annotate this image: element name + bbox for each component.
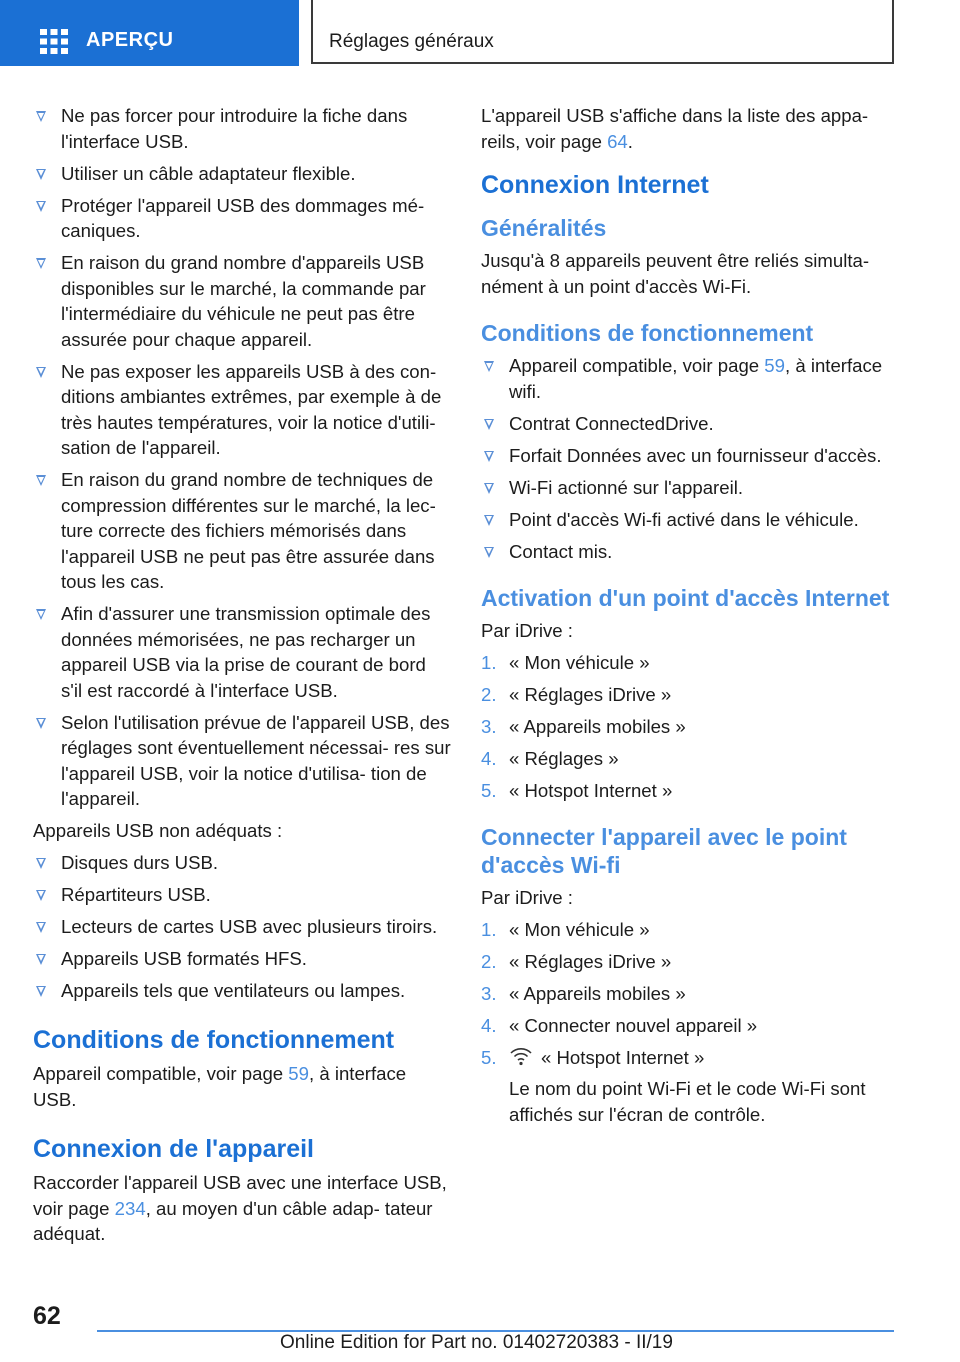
unsuitable-list [33,850,451,1004]
bullet-triangle-icon [484,451,494,462]
list-item: Appareils USB formatés HFS. [33,946,451,972]
page-header [0,0,960,66]
general-text: Jusqu'à 8 appareils peuvent être reliés simulta‐ nément à un point d'accès Wi-Fi. [481,250,870,297]
footer-edition: Online Edition for Part no. 01402720383 - II/19 [280,1332,673,1353]
general-heading: Généralités [481,215,607,241]
bullet-triangle-icon [36,111,46,122]
grid-menu-icon [40,29,68,54]
bullet-triangle-icon [36,367,46,378]
list-item: 4. « Connecter nouvel appareil » [481,1014,758,1036]
list-item: 1. « Mon véhicule » [481,651,650,673]
list-item: Forfait Données avec un fournisseur d'accès. [481,443,901,469]
list-item: Utiliser un câble adaptateur flexible. [33,161,451,187]
bullet-triangle-icon [36,609,46,620]
internet-connection-heading: Connexion Internet [481,171,709,199]
usb-list-text: L'appareil USB s'affiche dans la liste des appa‐ reils, voir page 64. [481,105,869,152]
bullet-triangle-icon [36,201,46,212]
left-column [33,103,451,1253]
activation-heading: Activation d'un point d'accès Internet [481,585,890,611]
list-item: Afin d'assurer une transmission optimale des données mémorisées, ne pas recharger un appareil USB via la prise de courant de bord s'il est raccordé à l'interface USB. [33,601,451,703]
section-title: Réglages généraux [329,31,494,52]
bullet-triangle-icon [36,858,46,869]
connect-device-heading: Connecter l'appareil avec le point d'accès Wi-fi [481,824,847,878]
bullet-triangle-icon [484,361,494,372]
list-item: 5. « Hotspot Internet » Le nom du point Wi-Fi et le code Wi-Fi sont affichés sur l'écran de contrôle. [481,1045,901,1128]
list-item: Répartiteurs USB. [33,882,451,908]
bullet-triangle-icon [484,483,494,494]
section-tab[interactable] [311,0,894,64]
bullet-triangle-icon [36,954,46,965]
list-item: En raison du grand nombre de techniques de compression différentes sur le marché, la lec‐ ture correcte des fichiers mémorisés dans l'appareil USB ne peut pas être assurée dans tous les cas. [33,467,451,595]
list-item: Appareil compatible, voir page 59, à interface wifi. [481,353,901,404]
page-link[interactable]: 64 [607,130,628,152]
bullet-triangle-icon [484,419,494,430]
bullet-triangle-icon [36,169,46,180]
list-item: Disques durs USB. [33,850,451,876]
wifi-conditions-heading: Conditions de fonctionnement [481,320,814,346]
page-number: 62 [33,1302,61,1330]
list-item: Contrat ConnectedDrive. [481,411,901,437]
usb-conditions-heading: Conditions de fonctionnement [33,1026,395,1054]
device-connection-text: Raccorder l'appareil USB avec une interface USB, voir page 234, au moyen d'un câble adap‐ tateur adéquat. [33,1172,447,1244]
list-item: Ne pas forcer pour introduire la fiche dans l'interface USB. [33,103,451,154]
list-item: 4. « Réglages » [481,747,619,769]
list-item: 2. « Réglages iDrive » [481,683,672,705]
list-item: Point d'accès Wi-fi activé dans le véhicule. [481,507,901,533]
list-item: Wi-Fi actionné sur l'appareil. [481,475,901,501]
list-item: Lecteurs de cartes USB avec plusieurs tiroirs. [33,914,451,940]
list-item: 2. « Réglages iDrive » [481,950,672,972]
list-item: Selon l'utilisation prévue de l'appareil USB, des réglages sont éventuellement nécessai‐ res sur l'appareil USB, voir la notice d'utilisa‐ tion de l'appareil. [33,710,451,812]
usb-conditions-text: Appareil compatible, voir page 59, à interface USB. [33,1063,407,1110]
list-item: Contact mis. [481,539,901,565]
list-item: En raison du grand nombre d'appareils USB disponibles sur le marché, la commande par l'intermédiaire du véhicule ne peut pas être assurée pour chaque appareil. [33,250,451,352]
list-item: 1. « Mon véhicule » [481,918,650,940]
bullet-triangle-icon [36,922,46,933]
usb-guidelines-list [33,103,451,812]
overview-tab[interactable] [0,0,299,66]
list-item: 3. « Appareils mobiles » [481,982,686,1004]
connect-note: Le nom du point Wi-Fi et le code Wi-Fi sont affichés sur l'écran de contrôle. [509,1078,866,1125]
connect-steps [481,917,901,1128]
overview-label: APERÇU [86,29,174,51]
list-item: Appareils tels que ventilateurs ou lampes. [33,978,451,1004]
activation-intro: Par iDrive : [481,620,573,641]
connect-intro: Par iDrive : [481,887,573,908]
bullet-triangle-icon [36,718,46,729]
page-link[interactable]: 234 [114,1197,146,1219]
device-connection-heading: Connexion de l'appareil [33,1135,314,1163]
bullet-triangle-icon [484,515,494,526]
list-item: Protéger l'appareil USB des dommages mé‐ caniques. [33,193,451,244]
page-link[interactable]: 59 [288,1063,309,1084]
list-item: Ne pas exposer les appareils USB à des con‐ ditions ambiantes extrêmes, par exemple à de très hautes températures, voir la notice d'utili‐ sation de l'appareil. [33,359,451,461]
wifi-conditions-list [481,353,901,564]
list-item: 5. « Hotspot Internet » [481,779,673,801]
bullet-triangle-icon [36,258,46,269]
unsuitable-intro: Appareils USB non adéquats : [33,820,283,841]
bullet-triangle-icon [36,475,46,486]
activation-steps [481,650,901,804]
page-link[interactable]: 59 [764,355,785,376]
bullet-triangle-icon [36,890,46,901]
bullet-triangle-icon [36,986,46,997]
wifi-icon [509,1046,533,1066]
right-column [481,103,901,1134]
list-item: 3. « Appareils mobiles » [481,715,686,737]
bullet-triangle-icon [484,547,494,558]
